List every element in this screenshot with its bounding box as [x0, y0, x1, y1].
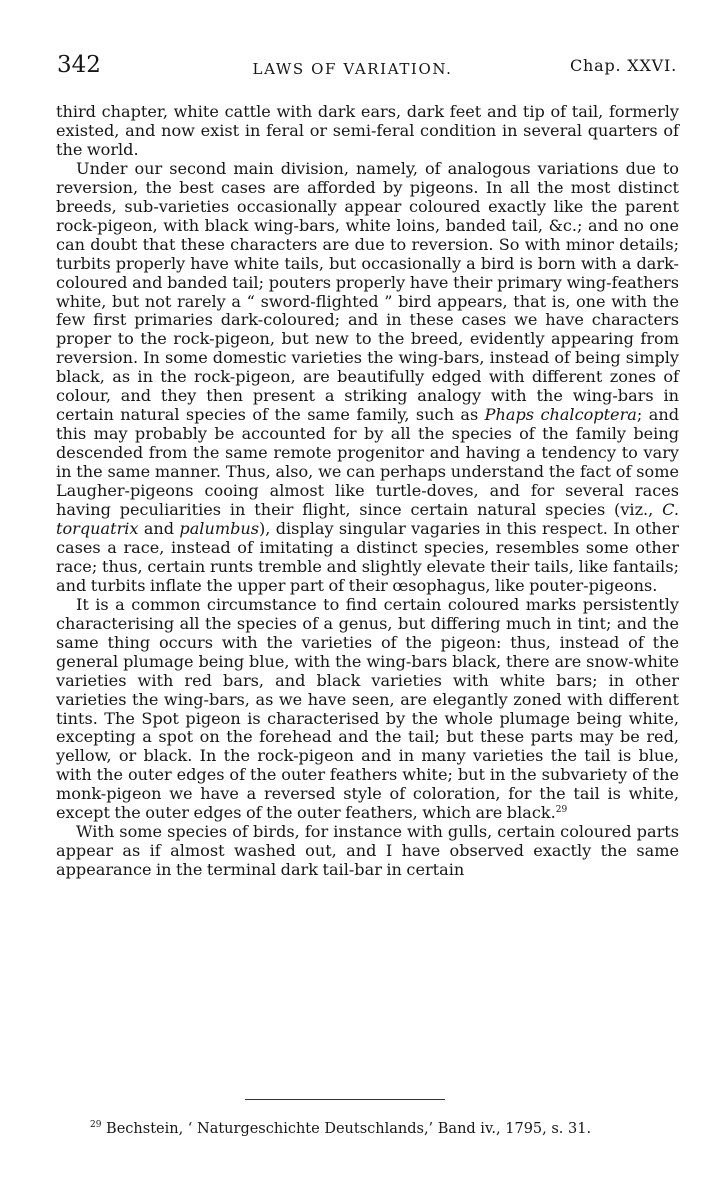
paragraph-1: third chapter, white cattle with dark ears, dark feet and tip of tail, formerly existed, and now exist in feral or semi-feral condition in several quarters of the world.	[56, 102, 679, 159]
paragraph-2-text-b: ; and this may probably be accounted for by all the species of the family being descended from the same remote progenitor and having a tendency to vary in the same manner. Thus, also, we can perhaps understand the fact of some Laugher-pigeons cooing almost like turtle-doves, and for several races having peculiarities in their flight, since certain natural species (viz.,	[56, 405, 679, 520]
footnote-reference: 29	[555, 805, 568, 816]
page-number: 342	[57, 52, 101, 78]
paragraph-2	[56, 160, 679, 596]
footnote	[90, 1121, 650, 1137]
chapter-label: Chap. XXVI.	[569, 56, 677, 75]
paragraph-3-text: It is a common circumstance to find certain coloured marks persistently characterising all the species of a genus, but differing much in tint; and the same thing occurs with the varieties of the pigeon: thus, instead of the general plumage being blue, with the wing-bars black, there are snow-white varieties with red bars, and black varieties with white bars; in other varieties the wing-bars, as we have seen, are elegantly zoned with different tints. The Spot pigeon is characterised by the whole plumage being white, excepting a spot on the forehead and the tail; but these parts may be red, yellow, or black. In the rock-pigeon and in many varieties the tail is blue, with the outer edges of the outer feathers white; but in the subvariety of the monk-pigeon we have a reversed style of coloration, for the tail is white, except the outer edges of the outer feathers, which are black.	[56, 594, 679, 823]
running-title: LAWS OF VARIATION.	[252, 60, 453, 78]
footnote-marker: 29	[90, 1120, 102, 1130]
footnote-text: Bechstein, ‘ Naturgeschichte Deutschlands,’ Band iv., 1795, s. 31.	[101, 1121, 592, 1137]
body-text	[56, 103, 679, 880]
footnote-divider	[245, 1099, 445, 1100]
paragraph-4: With some species of birds, for instance with gulls, certain coloured parts appear as if almost washed out, and I have observed exactly the same appearance in the terminal dark tail-bar in certain	[56, 822, 679, 880]
running-header	[0, 52, 705, 82]
paragraph-3	[56, 596, 679, 823]
paragraph-2-and: and	[138, 518, 180, 538]
species-name-palumbus: palumbus	[179, 518, 260, 538]
paragraph-2-text-a: Under our second main division, namely, of analogous variations due to reversion, the best cases are afforded by pigeons. In all the most distinct breeds, sub-varieties occasionally appear coloured exactly like the parent rock-pigeon, with black wing-bars, white loins, banded tail, &c.; and no one can doubt that these characters are due to reversion. So with minor details; turbits properly have white tails, but occasionally a bird is born with a dark-coloured and banded tail; pouters properly have their primary wing-feathers white, but not rarely a “ sword-flighted ” bird appears, that is, one with the few first primaries dark-coloured; and in these cases we have characters proper to the rock-pigeon, but new to the breed, evidently appearing from reversion. In some domestic varieties the wing-bars, instead of being simply black, as in the rock-pigeon, are beautifully edged with different zones of colour, and they then present a striking analogy with the wing-bars in certain natural species of the same family, such as	[56, 158, 679, 425]
paragraph-2-text-c: ), display singular vagaries in this respect. In other cases a race, instead of imitating a distinct species, resembles some other race; thus, certain runts tremble and slightly elevate their tails, like fantails; and turbits inflate the upper part of their œsophagus, like pouter-pigeons.	[56, 518, 679, 595]
species-name-torquatrix: C. torquatrix	[56, 500, 679, 538]
species-name-phaps: Phaps chalcoptera	[484, 405, 637, 425]
